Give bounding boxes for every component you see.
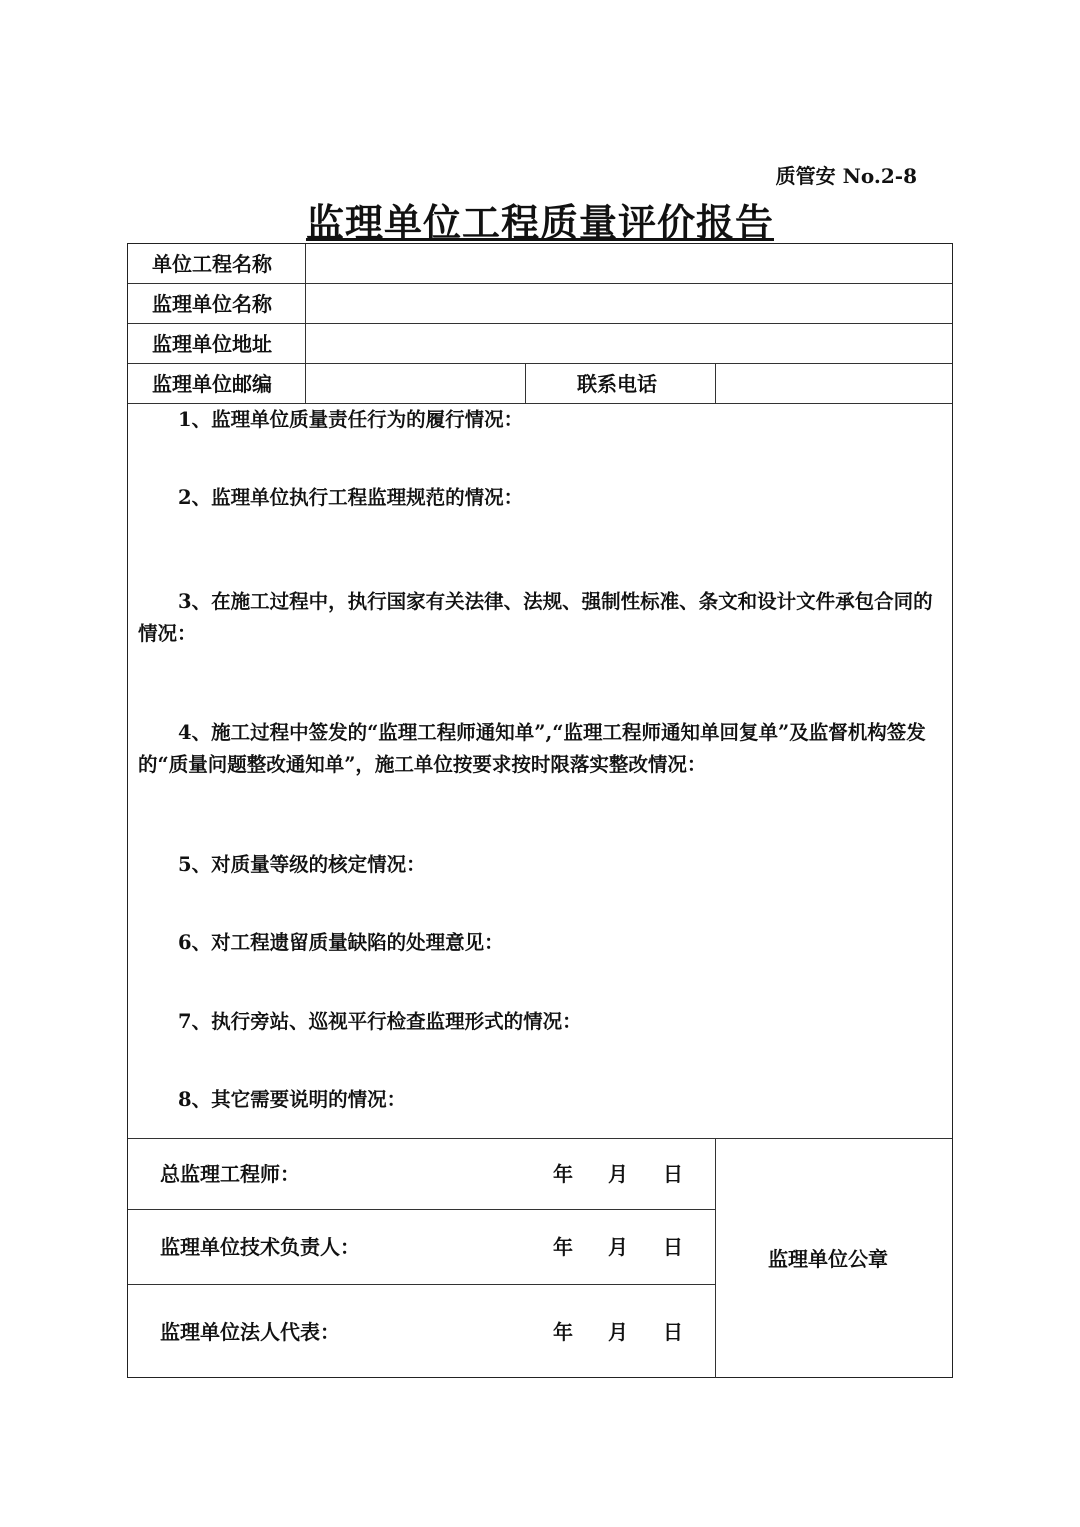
postcode-field[interactable]: [306, 364, 525, 403]
supervisor-address-label: 监理单位地址: [152, 332, 272, 356]
supervisor-address-field[interactable]: [306, 324, 952, 363]
page-title: 监理单位工程质量评价报告: [305, 200, 774, 245]
day-label: 日: [663, 1320, 683, 1344]
month-label: 月: [608, 1162, 628, 1186]
section-3: 3、在施工过程中，执行国家有关法律、法规、强制性标准、条文和设计文件承包合同的情况：: [138, 590, 933, 645]
section-6: 6、对工程遗留质量缺陷的处理意见：: [178, 931, 504, 954]
year-label: 年: [553, 1235, 573, 1259]
technical-lead-label: 监理单位技术负责人：: [160, 1235, 360, 1259]
month-label: 月: [608, 1320, 628, 1344]
legal-representative-label: 监理单位法人代表：: [160, 1320, 340, 1344]
chief-engineer-label: 总监理工程师：: [160, 1162, 300, 1186]
postcode-label: 监理单位邮编: [152, 372, 272, 396]
section-5: 5、对质量等级的核定情况：: [178, 853, 426, 876]
month-label: 月: [608, 1235, 628, 1259]
seal-label: 监理单位公章: [768, 1247, 888, 1271]
supervisor-name-field[interactable]: [306, 284, 952, 323]
divider: [715, 1138, 716, 1378]
section-4: 4、施工过程中签发的“监理工程师通知单”,“监理工程师通知单回复单”及监督机构签发的“质量问题整改通知单”，施工单位按要求按时限落实整改情况：: [138, 721, 926, 776]
day-label: 日: [663, 1162, 683, 1186]
supervisor-name-label: 监理单位名称: [152, 292, 272, 316]
form-number: 质管安 No.2-8: [775, 164, 917, 188]
report-form: [127, 243, 953, 1378]
phone-field[interactable]: [716, 364, 952, 403]
divider: [128, 1138, 952, 1139]
year-label: 年: [553, 1320, 573, 1344]
divider: [525, 363, 526, 403]
divider: [128, 1209, 715, 1210]
divider: [128, 1284, 715, 1285]
section-2: 2、监理单位执行工程监理规范的情况：: [178, 486, 524, 509]
project-name-field[interactable]: [306, 244, 952, 283]
project-name-label: 单位工程名称: [152, 252, 272, 276]
section-1: 1、监理单位质量责任行为的履行情况：: [178, 408, 524, 431]
section-7: 7、执行旁站、巡视平行检查监理形式的情况：: [178, 1010, 582, 1033]
section-8: 8、其它需要说明的情况：: [178, 1088, 407, 1111]
day-label: 日: [663, 1235, 683, 1259]
phone-label: 联系电话: [577, 372, 657, 396]
year-label: 年: [553, 1162, 573, 1186]
